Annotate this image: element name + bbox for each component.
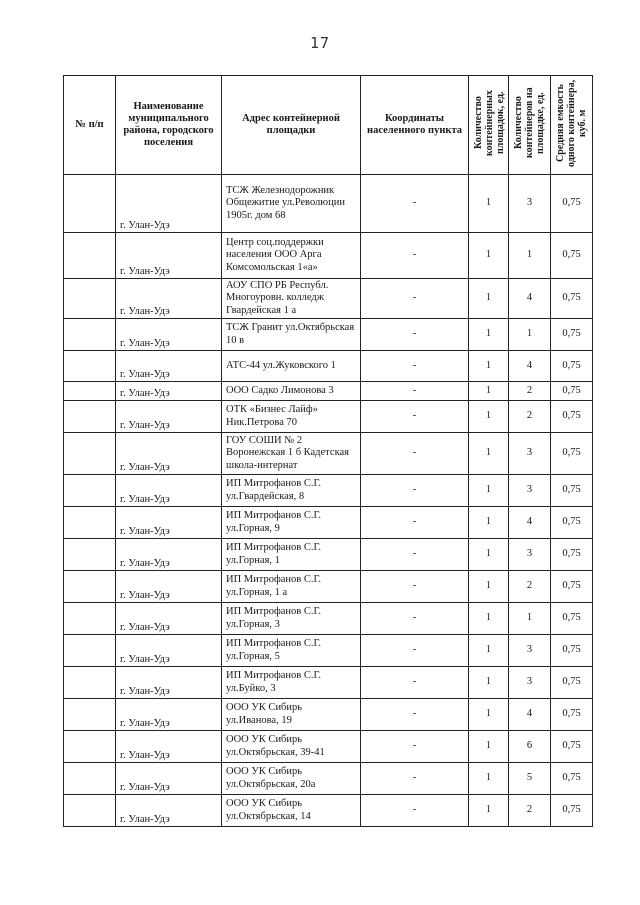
- cell-containers: 5: [509, 763, 551, 795]
- cell-coords: -: [361, 175, 469, 233]
- cell-coords: -: [361, 571, 469, 603]
- table-row: [64, 279, 593, 319]
- table-row: [64, 319, 593, 351]
- cell-volume: 0,75: [551, 731, 593, 763]
- table-row: [64, 382, 593, 401]
- cell-sites: 1: [469, 401, 509, 433]
- cell-num: [64, 319, 116, 351]
- cell-address: ИП Митрофанов С.Г. ул.Горная, 1: [222, 539, 361, 571]
- table-row: [64, 475, 593, 507]
- cell-coords: -: [361, 667, 469, 699]
- cell-sites: 1: [469, 795, 509, 827]
- cell-volume: 0,75: [551, 795, 593, 827]
- cell-address: ИП Митрофанов С.Г. ул.Горная, 3: [222, 603, 361, 635]
- cell-address: ООО Садко Лимонова 3: [222, 382, 361, 401]
- table-row: [64, 433, 593, 475]
- cell-num: [64, 233, 116, 279]
- cell-district: г. Улан-Удэ: [116, 433, 222, 475]
- cell-coords: -: [361, 603, 469, 635]
- table-row: [64, 233, 593, 279]
- cell-num: [64, 699, 116, 731]
- cell-containers: 1: [509, 603, 551, 635]
- cell-coords: -: [361, 635, 469, 667]
- table-row: [64, 699, 593, 731]
- cell-sites: 1: [469, 539, 509, 571]
- cell-sites: 1: [469, 667, 509, 699]
- cell-sites: 1: [469, 699, 509, 731]
- cell-sites: 1: [469, 233, 509, 279]
- table-header-row: [64, 76, 593, 175]
- cell-volume: 0,75: [551, 635, 593, 667]
- cell-volume: 0,75: [551, 233, 593, 279]
- cell-district: г. Улан-Удэ: [116, 401, 222, 433]
- cell-sites: 1: [469, 571, 509, 603]
- cell-coords: -: [361, 475, 469, 507]
- cell-district: г. Улан-Удэ: [116, 795, 222, 827]
- cell-containers: 2: [509, 571, 551, 603]
- cell-sites: 1: [469, 175, 509, 233]
- cell-address: ООО УК Сибирь ул.Иванова, 19: [222, 699, 361, 731]
- cell-address: ИП Митрофанов С.Г. ул.Гвардейская, 8: [222, 475, 361, 507]
- table-row: [64, 635, 593, 667]
- cell-num: [64, 475, 116, 507]
- header-sites-label: Количество контейнерных площадок, ед.: [473, 90, 506, 156]
- cell-num: [64, 279, 116, 319]
- table-row: [64, 571, 593, 603]
- cell-address: ООО УК Сибирь ул.Октябрьская, 14: [222, 795, 361, 827]
- cell-district: г. Улан-Удэ: [116, 279, 222, 319]
- cell-sites: 1: [469, 763, 509, 795]
- cell-volume: 0,75: [551, 507, 593, 539]
- header-volume: [551, 76, 593, 175]
- cell-sites: 1: [469, 319, 509, 351]
- cell-district: г. Улан-Удэ: [116, 382, 222, 401]
- header-containers: [509, 76, 551, 175]
- cell-sites: 1: [469, 731, 509, 763]
- cell-volume: 0,75: [551, 699, 593, 731]
- cell-address: ИП Митрофанов С.Г. ул.Горная, 9: [222, 507, 361, 539]
- cell-volume: 0,75: [551, 401, 593, 433]
- cell-address: ООО УК Сибирь ул.Октябрьская, 20а: [222, 763, 361, 795]
- cell-address: ИП Митрофанов С.Г. ул.Горная, 5: [222, 635, 361, 667]
- cell-district: г. Улан-Удэ: [116, 475, 222, 507]
- table-row: [64, 539, 593, 571]
- cell-sites: 1: [469, 382, 509, 401]
- table-row: [64, 795, 593, 827]
- cell-coords: -: [361, 433, 469, 475]
- cell-coords: -: [361, 351, 469, 382]
- cell-district: г. Улан-Удэ: [116, 603, 222, 635]
- cell-num: [64, 507, 116, 539]
- cell-containers: 3: [509, 539, 551, 571]
- cell-containers: 4: [509, 279, 551, 319]
- table-row: [64, 731, 593, 763]
- cell-sites: 1: [469, 507, 509, 539]
- cell-num: [64, 731, 116, 763]
- cell-address: ТСЖ Железнодорожник Общежитие ул.Революции 1905г. дом 68: [222, 175, 361, 233]
- cell-sites: 1: [469, 603, 509, 635]
- cell-num: [64, 382, 116, 401]
- cell-district: г. Улан-Удэ: [116, 571, 222, 603]
- cell-address: ООО УК Сибирь ул.Октябрьская, 39-41: [222, 731, 361, 763]
- cell-volume: 0,75: [551, 603, 593, 635]
- cell-containers: 3: [509, 475, 551, 507]
- cell-num: [64, 795, 116, 827]
- cell-address: ОТК «Бизнес Лайф» Ник.Петрова 70: [222, 401, 361, 433]
- cell-containers: 3: [509, 175, 551, 233]
- cell-num: [64, 763, 116, 795]
- cell-district: г. Улан-Удэ: [116, 175, 222, 233]
- cell-sites: 1: [469, 635, 509, 667]
- cell-containers: 1: [509, 233, 551, 279]
- cell-num: [64, 539, 116, 571]
- cell-containers: 1: [509, 319, 551, 351]
- cell-volume: 0,75: [551, 667, 593, 699]
- table-row: [64, 667, 593, 699]
- cell-coords: -: [361, 319, 469, 351]
- cell-num: [64, 635, 116, 667]
- cell-coords: -: [361, 731, 469, 763]
- cell-containers: 6: [509, 731, 551, 763]
- cell-sites: 1: [469, 279, 509, 319]
- cell-address: ИП Митрофанов С.Г. ул.Буйко, 3: [222, 667, 361, 699]
- cell-coords: -: [361, 382, 469, 401]
- cell-volume: 0,75: [551, 279, 593, 319]
- cell-containers: 3: [509, 667, 551, 699]
- header-num: № п/п: [64, 76, 116, 175]
- cell-sites: 1: [469, 475, 509, 507]
- cell-coords: -: [361, 233, 469, 279]
- cell-num: [64, 571, 116, 603]
- table-row: [64, 351, 593, 382]
- header-address: Адрес контейнерной площадки: [222, 76, 361, 175]
- cell-sites: 1: [469, 351, 509, 382]
- cell-district: г. Улан-Удэ: [116, 319, 222, 351]
- cell-volume: 0,75: [551, 319, 593, 351]
- table-row: [64, 401, 593, 433]
- cell-volume: 0,75: [551, 175, 593, 233]
- cell-coords: -: [361, 699, 469, 731]
- header-district: Наименование муниципального района, городского поселения: [116, 76, 222, 175]
- cell-num: [64, 175, 116, 233]
- table-row: [64, 507, 593, 539]
- cell-volume: 0,75: [551, 382, 593, 401]
- cell-containers: 2: [509, 795, 551, 827]
- cell-volume: 0,75: [551, 475, 593, 507]
- cell-containers: 4: [509, 699, 551, 731]
- header-coords: Координаты населенного пункта: [361, 76, 469, 175]
- container-sites-table: [63, 75, 593, 827]
- cell-address: АТС-44 ул.Жуковского 1: [222, 351, 361, 382]
- table-row: [64, 763, 593, 795]
- cell-sites: 1: [469, 433, 509, 475]
- cell-coords: -: [361, 539, 469, 571]
- cell-coords: -: [361, 763, 469, 795]
- cell-num: [64, 401, 116, 433]
- cell-coords: -: [361, 279, 469, 319]
- table-body: [64, 175, 593, 827]
- cell-address: Центр соц.поддержки населения ООО Арга Комсомольская 1«а»: [222, 233, 361, 279]
- cell-address: ИП Митрофанов С.Г. ул.Горная, 1 а: [222, 571, 361, 603]
- header-volume-label: Средняя емкость одного контейнера, куб. м: [555, 79, 588, 167]
- cell-containers: 4: [509, 507, 551, 539]
- cell-containers: 2: [509, 401, 551, 433]
- cell-volume: 0,75: [551, 433, 593, 475]
- page-number: 17: [309, 34, 331, 52]
- cell-district: г. Улан-Удэ: [116, 699, 222, 731]
- cell-address: ТСЖ Гранит ул.Октябрьская 10 в: [222, 319, 361, 351]
- cell-containers: 4: [509, 351, 551, 382]
- cell-coords: -: [361, 401, 469, 433]
- cell-containers: 3: [509, 635, 551, 667]
- cell-containers: 2: [509, 382, 551, 401]
- cell-district: г. Улан-Удэ: [116, 507, 222, 539]
- cell-num: [64, 433, 116, 475]
- cell-district: г. Улан-Удэ: [116, 731, 222, 763]
- cell-num: [64, 351, 116, 382]
- cell-district: г. Улан-Удэ: [116, 763, 222, 795]
- cell-district: г. Улан-Удэ: [116, 667, 222, 699]
- header-sites: [469, 76, 509, 175]
- cell-volume: 0,75: [551, 763, 593, 795]
- cell-num: [64, 603, 116, 635]
- header-containers-label: Количество контейнеров на площадке, ед.: [513, 87, 546, 159]
- cell-district: г. Улан-Удэ: [116, 635, 222, 667]
- cell-address: АОУ СПО РБ Республ. Многоуровн. колледж Гвардейская 1 а: [222, 279, 361, 319]
- cell-district: г. Улан-Удэ: [116, 539, 222, 571]
- cell-district: г. Улан-Удэ: [116, 233, 222, 279]
- cell-volume: 0,75: [551, 571, 593, 603]
- cell-containers: 3: [509, 433, 551, 475]
- table-row: [64, 175, 593, 233]
- cell-district: г. Улан-Удэ: [116, 351, 222, 382]
- cell-address: ГОУ СОШИ № 2 Воронежская 1 б Кадетская школа-интернат: [222, 433, 361, 475]
- cell-volume: 0,75: [551, 539, 593, 571]
- cell-volume: 0,75: [551, 351, 593, 382]
- table-row: [64, 603, 593, 635]
- cell-num: [64, 667, 116, 699]
- cell-coords: -: [361, 507, 469, 539]
- cell-coords: -: [361, 795, 469, 827]
